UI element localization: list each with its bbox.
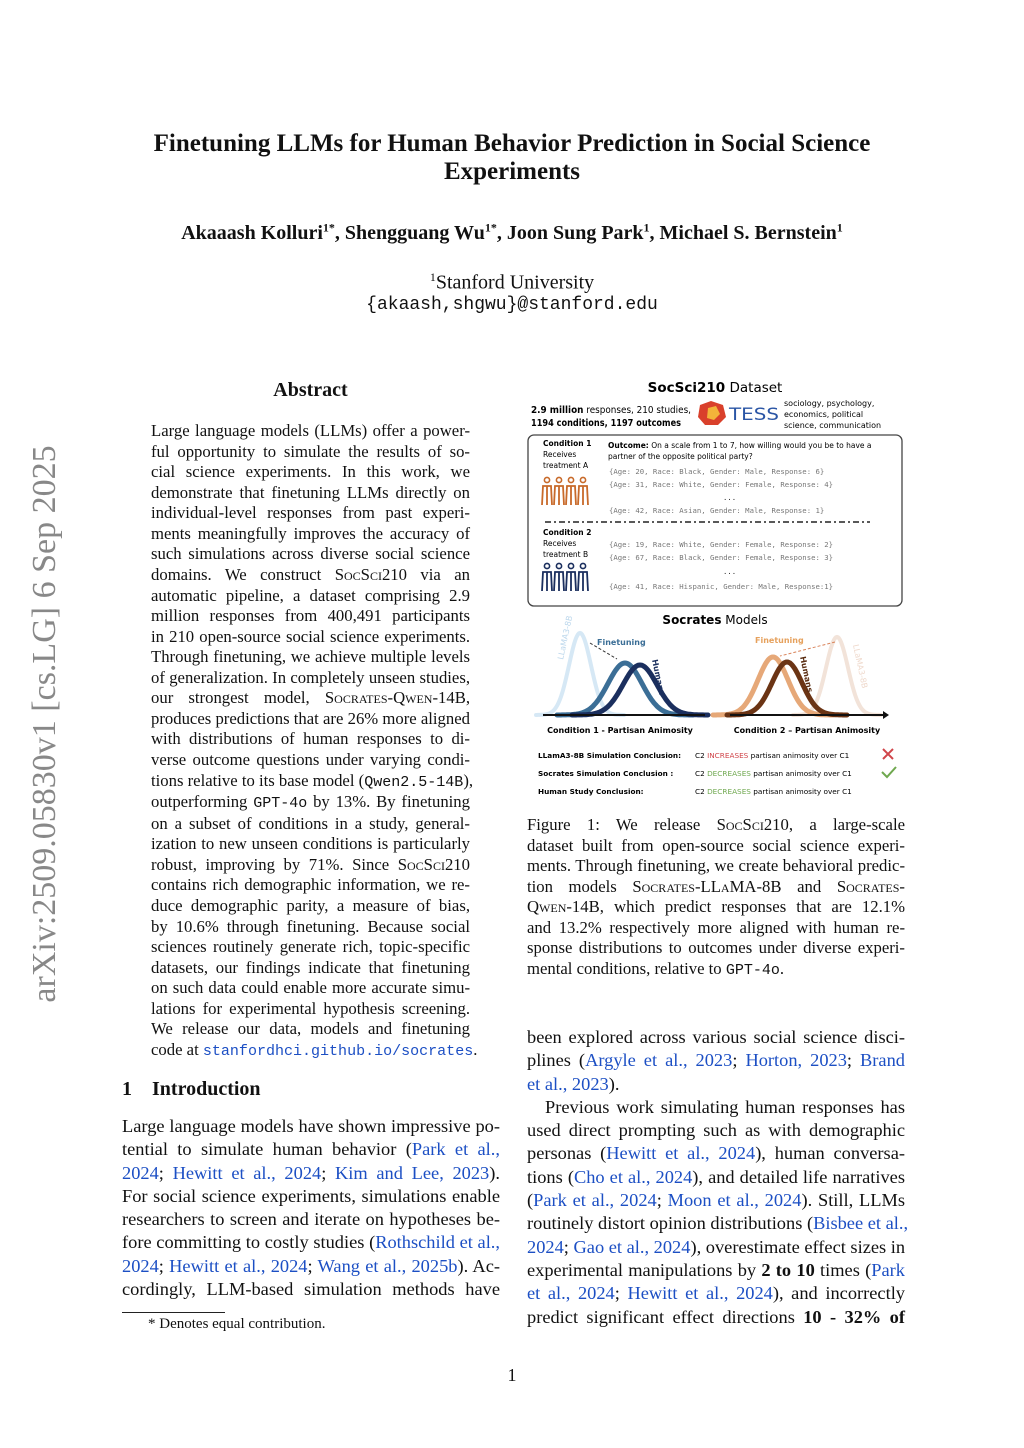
citation-link[interactable]: Brand <box>860 1050 905 1071</box>
text: individual-level responses from past experi- <box>151 503 470 523</box>
conclusion-post: partisan animosity over C1 <box>750 787 852 796</box>
text-line <box>151 978 470 999</box>
text: produces predictions that are 26% more aligned <box>151 708 470 728</box>
text: , which predict responses that are 12.1% <box>599 897 905 916</box>
text: such simulations across diverse social science <box>151 544 470 564</box>
citation-link[interactable]: Hewitt et al., 2024 <box>172 1162 322 1183</box>
cross-icon <box>883 749 893 759</box>
bold-text: 2 to 10 <box>761 1259 815 1280</box>
conclusion-label: LLamA3-8B Simulation Conclusion: <box>538 751 682 760</box>
person-head-icon <box>580 477 585 482</box>
conclusion-pre: C2 <box>695 751 708 760</box>
humans-label-2: Humans <box>798 655 815 694</box>
text-line <box>527 815 905 836</box>
citation-link[interactable]: et al., 2024 <box>527 1283 615 1304</box>
text-line <box>122 1278 500 1301</box>
text-line <box>151 770 474 793</box>
text-line <box>122 1255 500 1278</box>
text-line <box>151 544 470 565</box>
text-line <box>527 959 905 981</box>
condition1-label: treatment A <box>543 461 589 470</box>
text-line <box>151 729 470 750</box>
text: code at <box>151 1039 203 1059</box>
model-name: Qwen2.5-14B <box>364 772 464 791</box>
author-list <box>100 220 924 245</box>
text: and 13.2% respectively more aligned with human re- <box>527 917 905 937</box>
text: tential to simulate human behavior ( <box>122 1139 412 1160</box>
footnote: * Denotes equal contribution. <box>148 1316 326 1332</box>
text: ments. Through finetuning, we create behavioral predic- <box>527 856 905 875</box>
text: tions relative to its base model ( <box>151 770 365 790</box>
text-line <box>527 1119 905 1142</box>
dataset-title: SocSci210 Dataset <box>647 380 783 396</box>
text-line <box>151 834 470 855</box>
person-head-icon <box>544 563 549 568</box>
text: been explored across various social science disci- <box>527 1027 905 1047</box>
text-line <box>151 421 470 442</box>
condition1-label: Receives <box>543 450 577 459</box>
author-email: {akaash,shgwu}@stanford.edu <box>366 295 658 315</box>
person-head-icon <box>568 477 573 482</box>
text: of generalization. In completely unseen studies, <box>151 667 470 687</box>
text-line <box>527 1282 905 1305</box>
text-line <box>527 836 905 857</box>
text: ), human conversa- <box>755 1143 906 1164</box>
llama-label-1: LLaMA3-8B <box>556 614 575 661</box>
conclusion-text <box>695 751 849 760</box>
condition2-label: treatment B <box>543 550 589 559</box>
text-line <box>151 586 470 607</box>
text-line <box>151 792 470 814</box>
text: We release our data, models and finetuning <box>151 1019 470 1039</box>
text: researchers to screen and iterate on hypotheses be- <box>122 1209 500 1230</box>
text: verse outcome questions under varying condi- <box>151 750 470 769</box>
citation-link[interactable]: stanfordhci.github.io/socrates <box>202 1041 474 1060</box>
text-line <box>151 999 470 1020</box>
citation-link[interactable]: Horton, 2023 <box>745 1050 847 1071</box>
text-line <box>122 1208 500 1231</box>
text: datasets, our findings indicate that finetuning <box>151 957 470 977</box>
text: million responses from 400,491 participants <box>151 606 470 626</box>
page-number: 1 <box>507 1365 517 1385</box>
record: {Age: 19, Race: White, Gender: Female, Response: 2} <box>609 540 834 549</box>
text: ), and detailed life narratives <box>692 1166 905 1187</box>
arxiv-stamp: arXiv:2509.05830v1 [cs.LG] 6 Sep 2025 <box>26 445 63 1003</box>
text: dataset built from open-source social science experi- <box>527 835 905 855</box>
text-line <box>151 1039 478 1062</box>
text-line <box>151 896 470 917</box>
text-line <box>122 1231 500 1254</box>
bold-text: 10 - 32% of <box>803 1306 905 1327</box>
text-line <box>151 565 470 586</box>
text-line <box>527 918 905 939</box>
small-caps-name: Socrates- <box>836 876 905 896</box>
text: in 210 open-source social science experiments. <box>151 626 470 646</box>
right-column-body <box>527 1026 909 1329</box>
person-head-icon <box>580 563 585 568</box>
figure-caption <box>527 815 905 980</box>
record-ellipsis: ... <box>723 493 737 502</box>
text: ), overestimate effect sizes in <box>690 1236 906 1257</box>
model-name: GPT-4o <box>253 794 308 813</box>
citation-link[interactable]: et al., 2023 <box>527 1073 609 1094</box>
citation-link[interactable]: Park et al., <box>411 1139 500 1160</box>
figure-graphic <box>525 375 910 805</box>
dataset-stats-1: 2.9 million responses, 210 studies, <box>531 405 699 416</box>
citation-link[interactable]: Argyle et al., 2023 <box>585 1050 733 1071</box>
model-name: GPT-4o <box>725 960 780 979</box>
text: duce demographic parity, a measure of bias, <box>151 895 470 915</box>
author: Akaaash Kolluri$^{1*}$, <box>181 220 345 244</box>
author: Michael S. Bernstein$^1$ <box>659 220 843 244</box>
text-line <box>151 606 470 627</box>
abstract-body <box>151 421 478 1061</box>
person-body-icon <box>542 486 552 505</box>
text-line <box>527 938 905 959</box>
citation-link[interactable]: Park et al., 2024 <box>533 1190 657 1211</box>
person-head-icon <box>556 477 561 482</box>
record-ellipsis: ... <box>723 567 737 576</box>
citation-link[interactable]: Gao et al., 2024 <box>573 1236 691 1257</box>
record: {Age: 67, Race: Black, Gender: Female, Response: 3} <box>609 553 834 562</box>
person-body-icon <box>578 486 588 505</box>
text-line <box>527 1166 905 1189</box>
conclusion-verb: INCREASES <box>707 751 749 760</box>
llama-label-2: LLaMA3-8B <box>851 643 870 690</box>
small-caps-name: SocSci210 <box>397 854 470 874</box>
text-line <box>527 1306 905 1329</box>
text-line <box>527 1096 905 1119</box>
citation-link[interactable]: Hewitt et al., 2024 <box>606 1143 756 1164</box>
text-line <box>151 627 470 648</box>
text: ). Ac- <box>457 1255 500 1276</box>
text: routinely distort opinion distributions ( <box>527 1213 814 1234</box>
text: our strongest model, <box>151 688 325 708</box>
conclusion-post: partisan animosity over C1 <box>750 769 852 778</box>
fields-text: economics, political <box>784 410 864 419</box>
text: ( <box>527 1190 534 1211</box>
panel2-label: Condition 2 – Partisan Animosity <box>733 726 881 735</box>
person-body-icon <box>554 572 564 591</box>
text: Large language models have shown impressive po- <box>122 1116 500 1136</box>
text: automatic pipeline, a dataset comprising 2.9 <box>151 585 470 605</box>
text: Figure 1: We release <box>527 815 717 834</box>
text: ization to new unseen conditions is particularly <box>151 834 470 854</box>
text-line <box>122 1138 500 1161</box>
text: domains. We construct <box>151 564 335 584</box>
text: ; <box>846 1050 861 1071</box>
text: demonstrate that finetuning LLMs directly on <box>151 482 470 502</box>
text-line <box>151 750 470 771</box>
text: cordingly, LLM-based simulation methods have <box>122 1279 500 1300</box>
text: ments meaningfully improves the accuracy of <box>151 523 470 543</box>
person-head-icon <box>544 477 549 482</box>
text: , a large-scale <box>788 815 905 834</box>
text: Previous work simulating human responses has <box>545 1096 905 1117</box>
figure-1 <box>525 375 910 805</box>
person-head-icon <box>556 563 561 568</box>
conclusion-text <box>695 787 852 796</box>
intro-body <box>122 1115 500 1301</box>
text: ; <box>732 1050 746 1071</box>
text: with distributions of human responses to di- <box>151 729 470 749</box>
citation-link[interactable]: Rothschild et al., <box>375 1232 500 1253</box>
text: by 13%. By finetuning <box>307 792 470 812</box>
affiliation: $^1$Stanford University <box>429 270 595 294</box>
humans-label-1: Humans <box>650 658 667 697</box>
small-caps-name: Socrates-LLaMA-8B <box>632 876 782 896</box>
text-line <box>151 688 470 709</box>
small-caps-name: SocSci210 <box>334 564 407 584</box>
text: ; <box>321 1162 336 1183</box>
author: Shengguang $Wu^{1*}$, <box>344 220 507 244</box>
text: ). <box>489 1162 500 1183</box>
text: by 10.6% through finetuning. Because social <box>151 916 470 936</box>
small-caps-name: SocSci210 <box>716 815 789 834</box>
conclusion-pre: C2 <box>695 769 708 778</box>
text-line <box>151 647 470 668</box>
citation-link[interactable]: 2024 <box>527 1236 564 1257</box>
text: , <box>465 688 470 708</box>
text-line <box>151 875 470 896</box>
record: {Age: 31, Race: White, Gender: Female, Response: 4} <box>609 480 834 489</box>
text-line <box>527 1212 909 1235</box>
text: sciences routinely generate rich, topic-specific <box>151 937 470 957</box>
text: tion models <box>527 876 633 896</box>
citation-link[interactable]: Wang et al., 2025b <box>317 1255 458 1276</box>
record: {Age: 20, Race: Black, Gender: Male, Response: 6} <box>609 467 825 476</box>
distribution-curves <box>536 633 881 715</box>
text: ). <box>608 1073 620 1094</box>
text: predict significant effect directions <box>527 1306 804 1327</box>
text-line <box>527 856 905 877</box>
tess-logo-text: TESS <box>727 405 779 425</box>
text-line <box>527 1259 905 1282</box>
text-line <box>527 1073 905 1096</box>
person-body-icon <box>554 486 564 505</box>
text: ful opportunity to simulate the results of so- <box>151 441 470 461</box>
text-line <box>122 1185 500 1208</box>
record: {Age: 41, Race: Hispanic, Gender: Male, Response:1} <box>609 582 834 591</box>
conclusions <box>538 749 896 796</box>
text-line <box>527 1189 905 1212</box>
text: robust, improving by 71%. Since <box>151 854 398 874</box>
text-line <box>527 877 905 898</box>
conclusion-verb: DECREASES <box>707 769 751 778</box>
citation-link[interactable]: Kim and Lee, 2023 <box>335 1162 490 1183</box>
check-icon <box>882 767 896 777</box>
outcome-text: partner of the opposite political party? <box>608 452 753 461</box>
paper-title: Finetuning LLMs for Human Behavior Prediction in Social Science Experiments <box>153 130 871 185</box>
citation-link[interactable]: Park <box>871 1259 905 1280</box>
text: fore committing to costly studies ( <box>122 1232 376 1253</box>
condition2-label: Receives <box>543 539 577 548</box>
footnote-rule <box>122 1312 225 1313</box>
text-line <box>151 958 470 979</box>
text: ; <box>158 1162 173 1183</box>
condition1-label: Condition 1 <box>543 439 592 448</box>
intro-heading: 1 Introduction <box>122 1078 261 1100</box>
author: Joon Sung Park$^1$, <box>506 220 660 244</box>
text: mental conditions, relative to <box>527 958 726 978</box>
text-line <box>151 462 470 483</box>
models-title: Socrates Models <box>662 613 768 627</box>
text-line <box>527 1049 905 1072</box>
text-line <box>527 1026 905 1049</box>
small-caps-name: Socrates-Qwen-14B <box>324 688 466 708</box>
text: on such data could enable more accurate simu- <box>151 978 470 998</box>
dataset-stats-2: 1194 conditions, 1197 outcomes <box>531 418 682 429</box>
fields-text: sociology, psychology, <box>784 399 875 408</box>
text: For social science experiments, simulations enable <box>122 1185 500 1206</box>
citation-link[interactable]: Bisbee et al., <box>813 1213 909 1234</box>
citation-link[interactable]: Moon et al., 2024 <box>667 1190 802 1211</box>
citation-link[interactable]: Cho et al., 2024 <box>573 1166 693 1187</box>
citation-link[interactable]: 2024 <box>122 1255 159 1276</box>
panel1-label: Condition 1 - Partisan Animosity <box>547 726 693 735</box>
text: cial science experiments. In this work, we <box>151 462 470 482</box>
person-body-icon <box>566 572 576 591</box>
text-line <box>151 1019 470 1040</box>
text: ; <box>307 1255 318 1276</box>
conclusion-label: Human Study Conclusion: <box>538 787 644 796</box>
text: ; <box>563 1236 574 1257</box>
people-group-navy-icon <box>542 563 588 591</box>
text: ). Still, LLMs <box>801 1190 905 1211</box>
record: {Age: 42, Race: Asian, Gender: Male, Response: 1} <box>609 506 825 515</box>
condition2-label: Condition 2 <box>543 528 592 537</box>
text: experimental manipulations by <box>527 1259 762 1280</box>
text-line <box>151 442 470 463</box>
text-line <box>527 1236 905 1259</box>
text: . <box>473 1039 478 1059</box>
text: Through finetuning, we achieve multiple levels <box>151 647 470 667</box>
people-group-orange-icon <box>542 477 588 505</box>
person-body-icon <box>566 486 576 505</box>
text: . <box>779 958 785 978</box>
small-caps-name: Qwen-14B <box>527 897 600 916</box>
text: sponse distributions to outcomes under diverse experi- <box>527 938 905 957</box>
text: ; <box>158 1255 170 1276</box>
text-line <box>527 897 905 918</box>
fields-text: science, communication <box>784 421 882 430</box>
citation-link[interactable]: Hewitt et al., 2024 <box>169 1255 308 1276</box>
text: Large language models (LLMs) offer a power- <box>151 421 470 440</box>
text-line <box>122 1162 500 1185</box>
text: times ( <box>814 1259 872 1280</box>
text: ), <box>463 770 474 790</box>
text: plines ( <box>527 1050 586 1071</box>
text: ; <box>614 1283 628 1304</box>
text: on a subset of conditions in a study, general- <box>151 813 470 833</box>
tess-logo-icon <box>698 401 726 425</box>
text: used direct prompting such as with demographic <box>527 1120 905 1141</box>
text: via an <box>406 564 470 584</box>
citation-link[interactable]: 2024 <box>122 1162 159 1183</box>
text: ; <box>656 1190 668 1211</box>
conclusion-text <box>695 769 852 778</box>
text: and <box>781 876 837 896</box>
text: outperforming <box>151 792 254 812</box>
person-body-icon <box>578 572 588 591</box>
text-line <box>122 1115 500 1138</box>
text-line <box>151 814 470 835</box>
text: personas ( <box>527 1143 607 1164</box>
text: tions ( <box>527 1166 574 1187</box>
text-line <box>151 709 470 730</box>
axis-arrow-icon <box>883 711 889 719</box>
outcome-text: Outcome: On a scale from 1 to 7, how willing would you be to have a <box>608 441 872 450</box>
text-line <box>527 1142 905 1165</box>
text: lations for experimental hypothesis screening. <box>151 998 470 1018</box>
text-line <box>151 855 470 876</box>
conclusion-label: Socrates Simulation Conclusion : <box>538 769 674 778</box>
abstract-heading: Abstract <box>273 379 348 401</box>
finetuning-label-2: Finetuning <box>755 636 804 645</box>
person-head-icon <box>568 563 573 568</box>
text-line <box>151 937 470 958</box>
person-body-icon <box>542 572 552 591</box>
text: ), and incorrectly <box>772 1283 905 1304</box>
text-line <box>151 483 470 504</box>
conclusion-post: partisan animosity over C1 <box>748 751 850 760</box>
text-line <box>151 917 470 938</box>
text-line <box>151 503 470 524</box>
text-line <box>151 668 470 689</box>
text: contains rich demographic information, we re- <box>151 875 470 895</box>
text-line <box>151 524 470 545</box>
citation-link[interactable]: Hewitt et al., 2024 <box>627 1283 773 1304</box>
conclusion-pre: C2 <box>695 787 708 796</box>
finetuning-label-1: Finetuning <box>597 638 646 647</box>
conclusion-verb: DECREASES <box>707 787 751 796</box>
